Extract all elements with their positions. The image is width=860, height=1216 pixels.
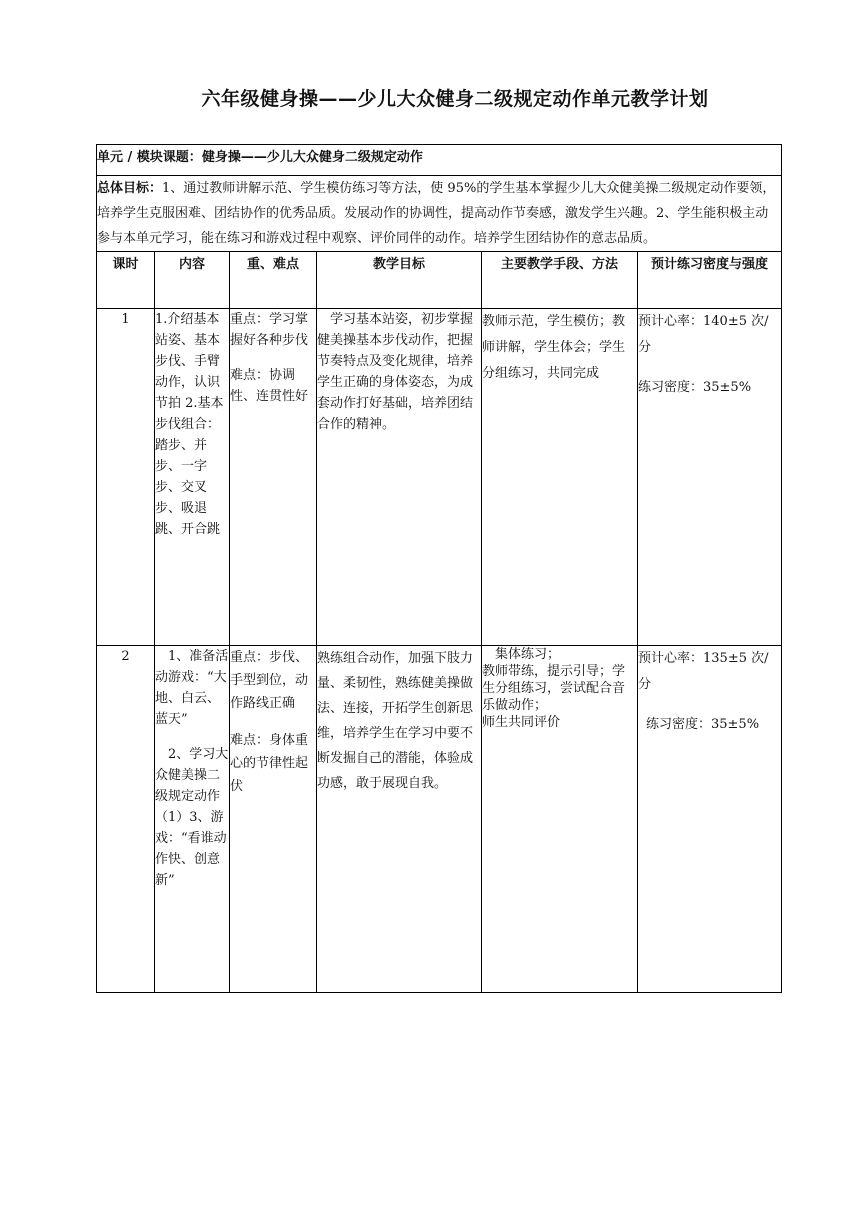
lesson-objective: 熟练组合动作，加强下肢力量、柔韧性，熟练健美操做法、连接，开拓学生创新思维，培养学生在学习中要不断发掘自己的潜能，体验成功感，敢于展现自我。 [317, 646, 482, 993]
lesson-content [155, 646, 230, 993]
lesson-number: 2 [97, 646, 155, 993]
header-lesson: 课时 [97, 252, 155, 309]
unit-topic-cell [97, 145, 782, 176]
heart-rate: 预计心率：135±5 次/分 [638, 651, 769, 692]
page-title: 六年级健身操——少儿大众健身二级规定动作单元教学计划 [201, 88, 709, 110]
overall-goal-row [97, 176, 782, 252]
difficulty: 难点：身体重心的节律性起伏 [230, 733, 309, 794]
overall-goal-label: 总体目标： [97, 181, 163, 196]
lesson-method: 教师示范，学生模仿；教师讲解，学生体会；学生分组练习，共同完成 [482, 309, 638, 646]
lesson-key-difficulty [230, 646, 317, 993]
practice-density: 练习密度：35±5% [646, 717, 760, 732]
overall-goal-cell [97, 176, 782, 252]
header-key-points: 重、难点 [230, 252, 317, 309]
method-line: 教师带练，提示引导；学生分组练习，尝试配合音乐做动作； [482, 664, 626, 713]
lesson-objective: 学习基本站姿，初步掌握健美操基本步伐动作，把握节奏特点及变化规律，培养学生正确的身体姿态，为成套动作打好基础，培养团结合作的精神。 [317, 309, 482, 646]
header-density: 预计练习密度与强度 [638, 252, 782, 309]
content-part-b: 2、学习大众健美操二级规定动作（1）3、游戏：“看谁动作快、创意新” [155, 747, 229, 888]
lesson-number: 1 [97, 309, 155, 646]
lesson-method [482, 646, 638, 993]
unit-topic-value: 健身操——少儿大众健身二级规定动作 [201, 150, 423, 165]
table-row [97, 309, 782, 646]
teaching-plan-table [96, 144, 782, 993]
header-content: 内容 [155, 252, 230, 309]
unit-topic-row [97, 145, 782, 176]
lesson-key-difficulty [230, 309, 317, 646]
content-part-a: 1、准备活动游戏：“大地、白云、蓝天” [155, 649, 229, 727]
table-row [97, 646, 782, 993]
overall-goal-text: 1、通过教师讲解示范、学生模仿练习等方法，使 95%的学生基本掌握少儿大众健美操二级规定动作要领，培养学生克服困难、团结协作的优秀品质。发展动作的协调性，提高动作节奏感，激发学生兴趣。2、学生能积极主动参与本单元学习，能在练习和游戏过程中观察、评价同伴的动作。培养学生团结协作的意志品质。 [97, 181, 776, 246]
lesson-density [638, 309, 782, 646]
practice-density: 练习密度：35±5% [638, 380, 752, 395]
key-point: 重点：学习掌握好各种步伐 [230, 312, 309, 348]
unit-topic-label: 单元 / 模块课题： [97, 150, 202, 165]
header-objective: 教学目标 [317, 252, 482, 309]
header-method: 主要教学手段、方法 [482, 252, 638, 309]
method-line: 师生共同评价 [482, 715, 561, 730]
lesson-content: 1.介绍基本站姿、基本步伐、手臂动作，认识节拍 2.基本步伐组合：踏步、并步、一字步、交叉步、吸退跳、开合跳 [155, 309, 230, 646]
table-header-row [97, 252, 782, 309]
difficulty: 难点：协调性、连贯性好 [230, 368, 309, 404]
key-point: 重点：步伐、手型到位，动作路线正确 [230, 650, 309, 711]
heart-rate: 预计心率：140±5 次/分 [638, 314, 769, 355]
lesson-density [638, 646, 782, 993]
method-line: 集体练习； [495, 647, 561, 662]
